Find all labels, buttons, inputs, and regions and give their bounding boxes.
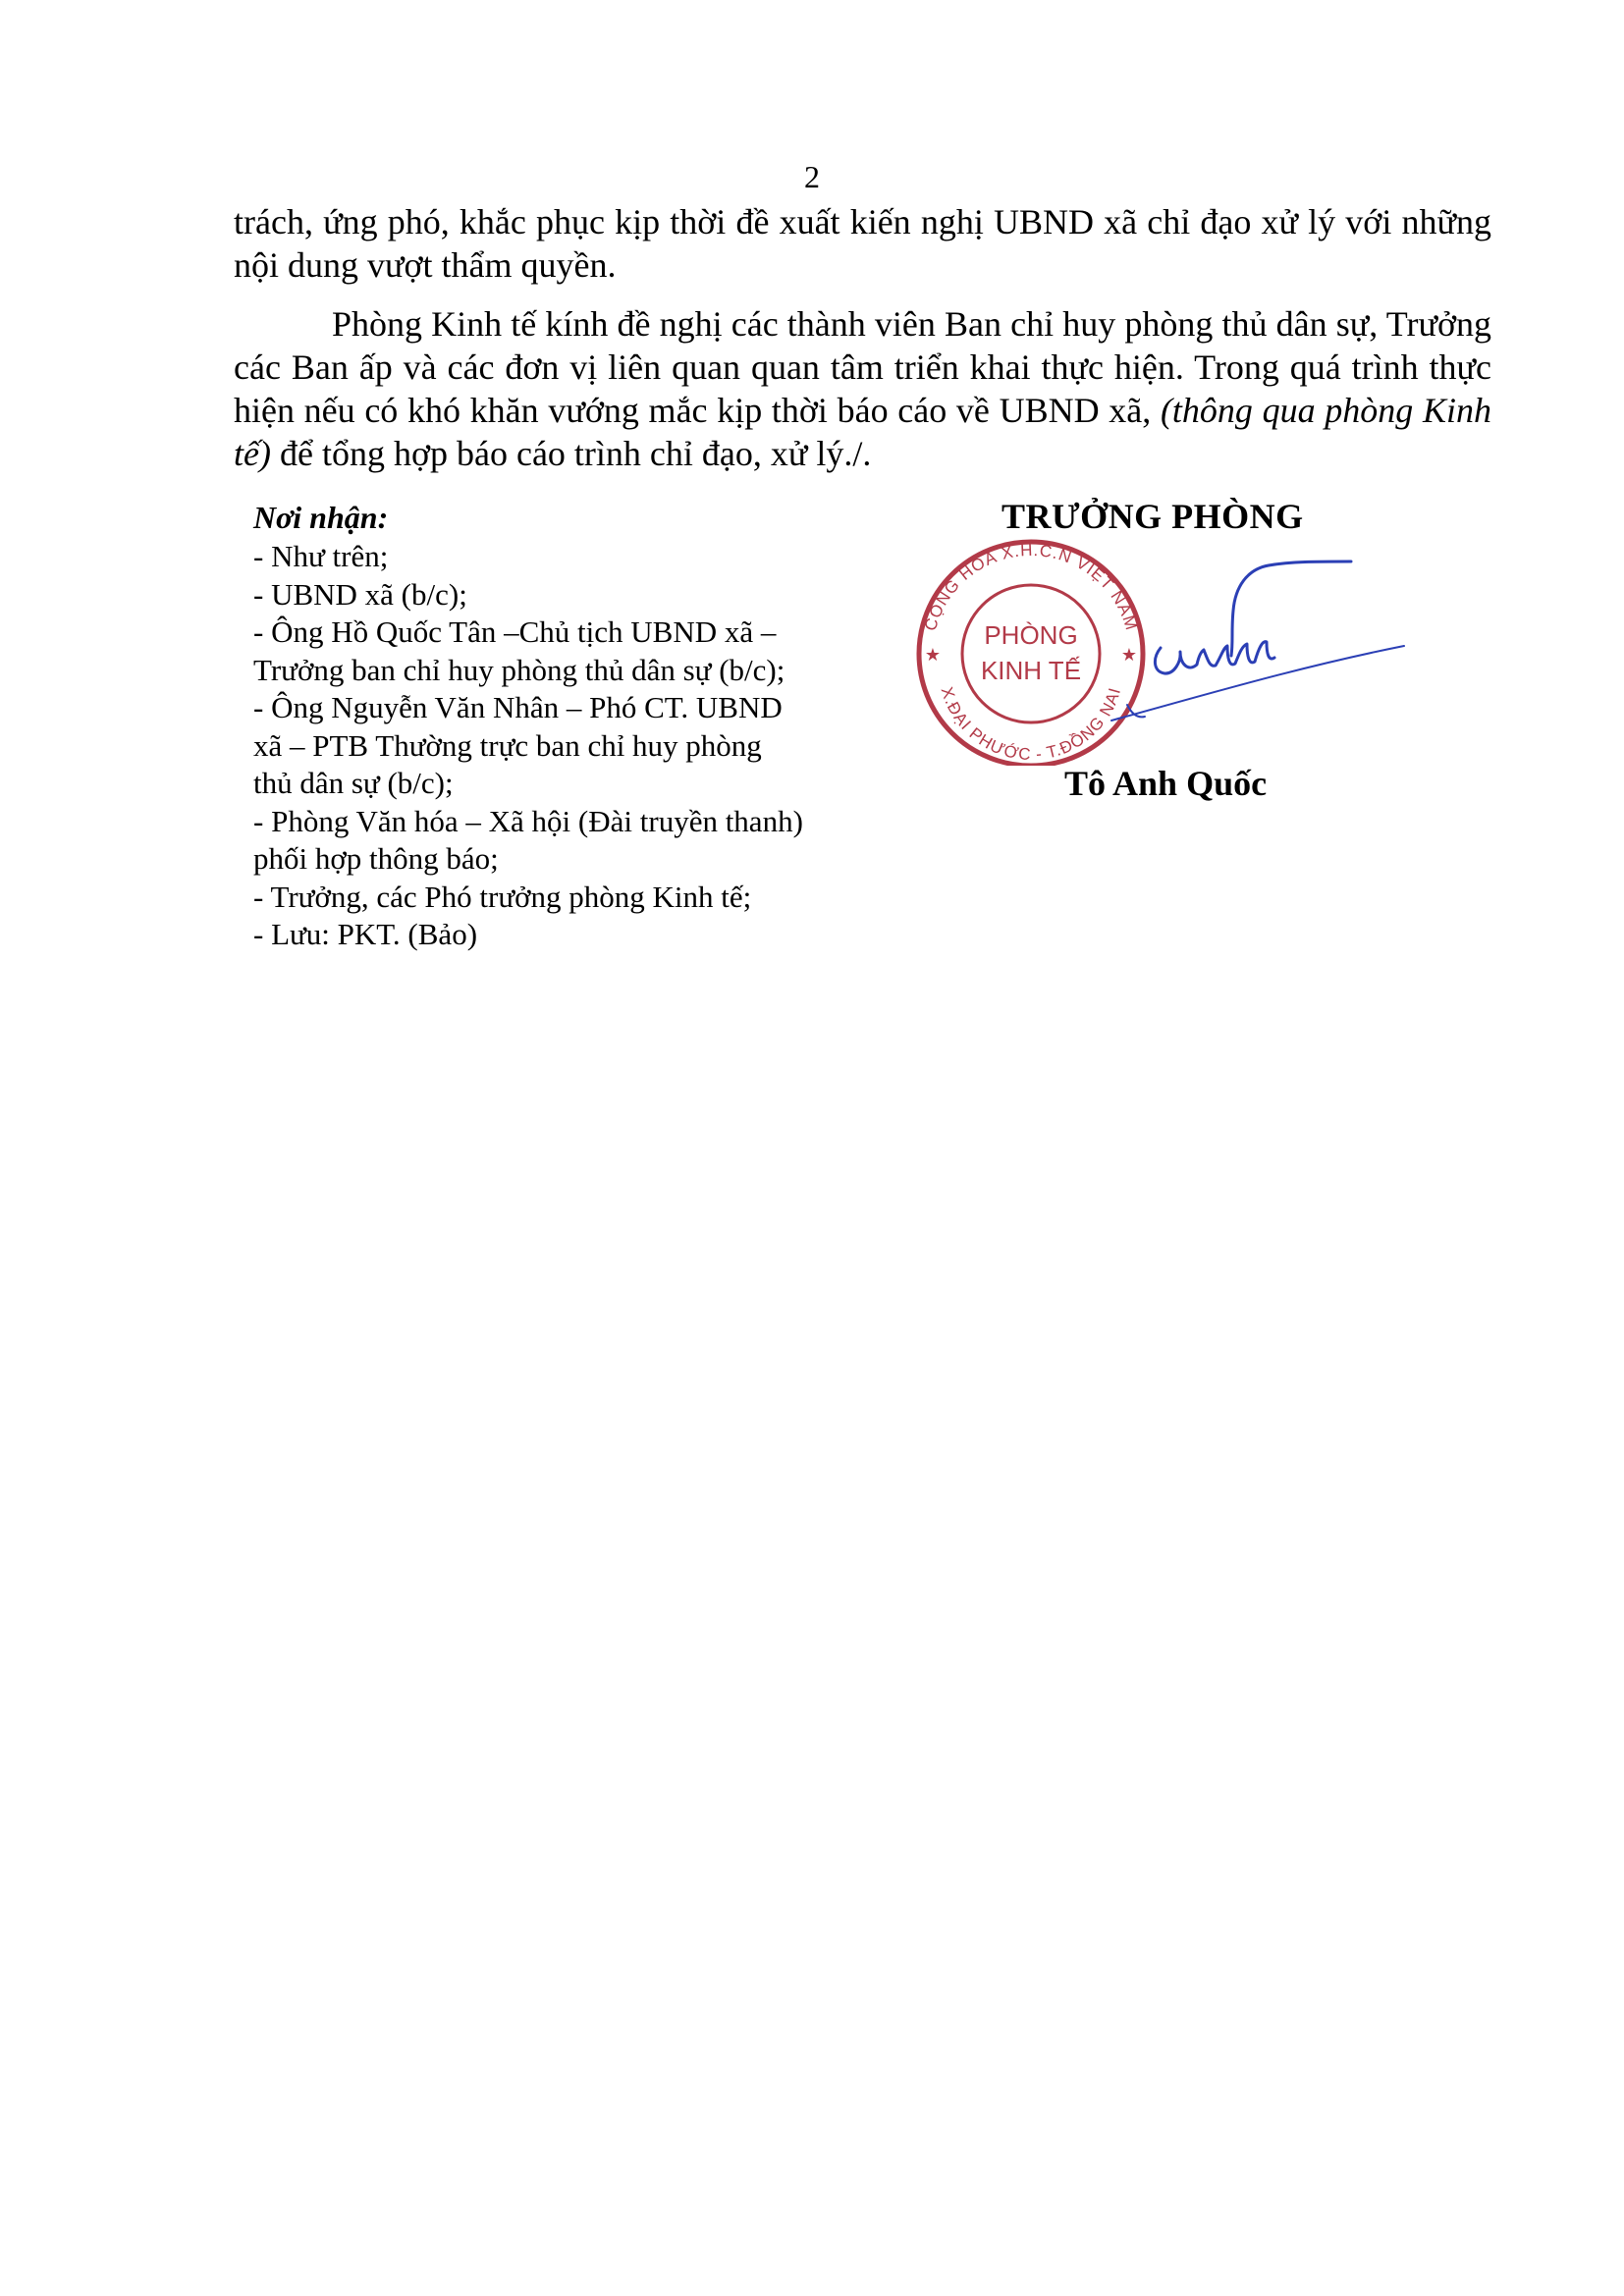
page-number: 2 bbox=[804, 159, 820, 194]
seal-star-left-icon: ★ bbox=[924, 645, 942, 665]
paragraph-request-main: Phòng Kinh tế kính đề nghị các thành viên Ban chỉ huy phòng thủ dân sự, Trưởng các Ban ấp và các đơn vị liên quan quan tâm triển khai thực hiện. Trong quá trình thực hiện nếu có khó khăn vướng mắc kịp thời báo cáo về UBND xã, bbox=[234, 304, 1491, 430]
seal-star-right-icon: ★ bbox=[1120, 645, 1138, 665]
seal-signature-svg bbox=[903, 530, 1414, 766]
recipient-item: Trưởng ban chỉ huy phòng thủ dân sự (b/c); bbox=[253, 652, 785, 687]
paragraph-request bbox=[234, 302, 1491, 475]
recipient-item: - Trưởng, các Phó trưởng phòng Kinh tế; bbox=[253, 879, 752, 914]
signer-title: TRƯỞNG PHÒNG bbox=[1001, 497, 1304, 536]
handwritten-signature bbox=[1111, 561, 1404, 721]
recipient-item: xã – PTB Thường trực ban chỉ huy phòng bbox=[253, 727, 762, 763]
seal-outer-bottom-text: X.ĐẠI PHƯỚC - T.ĐỒNG NAI bbox=[937, 684, 1125, 765]
recipient-item: phối hợp thông báo; bbox=[253, 841, 499, 876]
recipient-item: - Như trên; bbox=[253, 539, 389, 573]
signer-name: Tô Anh Quốc bbox=[1064, 764, 1268, 803]
recipients-title: Nơi nhận: bbox=[253, 500, 389, 535]
recipient-item: - UBND xã (b/c); bbox=[253, 576, 467, 612]
recipient-item: - Ông Nguyễn Văn Nhân – Phó CT. UBND bbox=[253, 690, 783, 724]
paragraph-continued: trách, ứng phó, khắc phục kịp thời đề xuất kiến nghị UBND xã chỉ đạo xử lý với những nội dung vượt thẩm quyền. bbox=[234, 202, 1491, 285]
official-seal bbox=[919, 541, 1143, 766]
seal-line2: KINH TẾ bbox=[980, 656, 1082, 685]
recipient-item: - Phòng Văn hóa – Xã hội (Đài truyền thanh) bbox=[253, 803, 803, 838]
recipient-item: - Ông Hồ Quốc Tân –Chủ tịch UBND xã – bbox=[253, 614, 777, 649]
seal-line1: PHÒNG bbox=[984, 620, 1078, 650]
recipients-block bbox=[253, 499, 862, 954]
recipient-item: thủ dân sự (b/c); bbox=[253, 766, 454, 800]
paragraph-request-italic: (thông qua phòng Kinh tế) bbox=[234, 391, 1491, 473]
seal-outer-top-text: CỘNG HÒA X.H.C.N VIỆT NAM bbox=[920, 540, 1142, 633]
seal-and-signature bbox=[903, 530, 1414, 766]
recipients-list bbox=[253, 538, 862, 954]
paragraph-request-end: để tổng hợp báo cáo trình chỉ đạo, xử lý./. bbox=[270, 434, 872, 473]
recipient-item: - Lưu: PKT. (Bảo) bbox=[253, 917, 478, 951]
